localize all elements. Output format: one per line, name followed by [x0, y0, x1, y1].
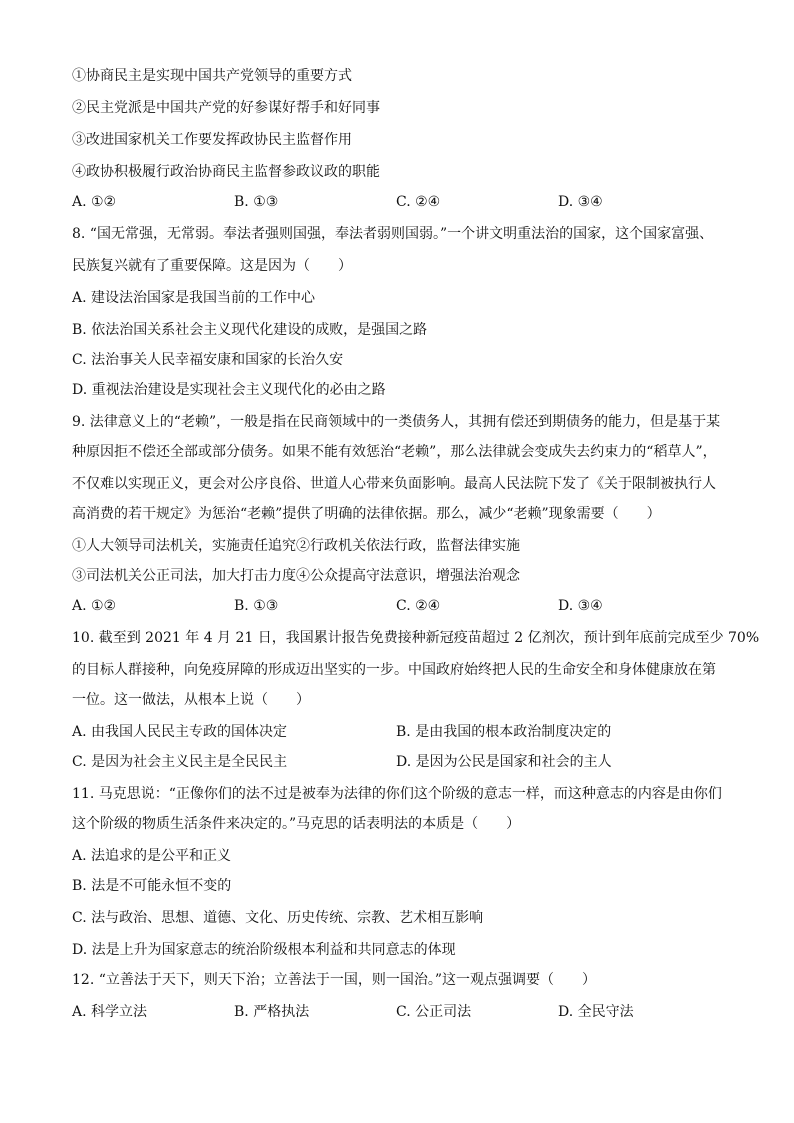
q9-statements-line-2: ③司法机关公正司法，加大打击力度④公众提高守法意识，增强法治观念	[72, 568, 520, 584]
q7-statement-2: ②民主党派是中国共产党的好参谋好帮手和好同事	[72, 100, 380, 116]
q7-option-a: A. ①②	[72, 194, 117, 210]
q8-stem-line-1: 8. “国无常强，无常弱。奉法者强则国强，奉法者弱则国弱。”一个讲文明重法治的国家，这个国家富强、	[72, 226, 714, 242]
q7-statement-4: ④政协积极履行政治协商民主监督参政议政的职能	[72, 164, 380, 180]
q9-option-a: A. ①②	[72, 598, 117, 614]
q11-option-d: D. 法是上升为国家意志的统治阶级根本利益和共同意志的体现	[72, 942, 456, 958]
q12-option-c: C. 公正司法	[396, 1004, 472, 1020]
q12-option-b: B. 严格执法	[234, 1004, 310, 1020]
q10-option-b: B. 是由我国的根本政治制度决定的	[396, 724, 612, 740]
q7-statement-3: ③改进国家机关工作要发挥政协民主监督作用	[72, 132, 352, 148]
q7-statement-1: ①协商民主是实现中国共产党领导的重要方式	[72, 68, 352, 84]
q11-option-c: C. 法与政治、思想、道德、文化、历史传统、宗教、艺术相互影响	[72, 910, 484, 926]
q8-option-d: D. 重视法治建设是实现社会主义现代化的必由之路	[72, 382, 386, 398]
q8-option-b: B. 依法治国关系社会主义现代化建设的成败，是强国之路	[72, 322, 428, 338]
q10-option-d: D. 是因为公民是国家和社会的主人	[396, 754, 612, 770]
q9-stem-line-4: 高消费的若干规定》为惩治“老赖”提供了明确的法律依据。那么，减少“老赖”现象需要（ ）	[72, 506, 661, 522]
q12-stem-line-1: 12. “立善法于天下，则天下治；立善法于一国，则一国治。”这一观点强调要（ ）	[72, 972, 597, 988]
q12-option-a: A. 科学立法	[72, 1004, 148, 1020]
q9-stem-line-3: 不仅难以实现正义，更会对公序良俗、世道人心带来负面影响。最高人民法院下发了《关于限制被执行人	[72, 476, 716, 492]
q10-option-c: C. 是因为社会主义民主是全民民主	[72, 754, 288, 770]
q8-stem-line-2: 民族复兴就有了重要保障。这是因为（ ）	[72, 258, 352, 274]
q10-stem-line-2: 的目标人群接种，向免疫屏障的形成迈出坚实的一步。中国政府始终把人民的生命安全和身体健康放在第	[72, 662, 716, 678]
q10-stem-line-1: 10. 截至到 2021 年 4 月 21 日，我国累计报告免费接种新冠疫苗超过 2 亿剂次，预计到年底前完成至少 70%	[72, 630, 760, 646]
q8-option-c: C. 法治事关人民幸福安康和国家的长治久安	[72, 352, 344, 368]
q9-stem-line-2: 种原因拒不偿还全部或部分债务。如果不能有效惩治“老赖”，那么法律就会变成失去约束力的“稻草人”，	[72, 444, 717, 460]
q10-option-a: A. 由我国人民民主专政的国体决定	[72, 724, 288, 740]
q7-option-c: C. ②④	[396, 194, 441, 210]
q11-stem-line-2: 这个阶级的物质生活条件来决定的。”马克思的话表明法的本质是（ ）	[72, 816, 521, 832]
q7-option-d: D. ③④	[558, 194, 603, 210]
q11-option-b: B. 法是不可能永恒不变的	[72, 878, 232, 894]
q9-statements-line-1: ①人大领导司法机关，实施责任追究②行政机关依法行政，监督法律实施	[72, 538, 520, 554]
q9-stem-line-1: 9. 法律意义上的“老赖”，一般是指在民商领域中的一类债务人，其拥有偿还到期债务的能力，但是基于某	[72, 414, 721, 430]
q9-option-d: D. ③④	[558, 598, 603, 614]
q7-option-b: B. ①③	[234, 194, 279, 210]
q9-option-c: C. ②④	[396, 598, 441, 614]
q12-option-d: D. 全民守法	[558, 1004, 634, 1020]
q11-option-a: A. 法追求的是公平和正义	[72, 848, 232, 864]
q9-option-b: B. ①③	[234, 598, 279, 614]
q8-option-a: A. 建设法治国家是我国当前的工作中心	[72, 290, 316, 306]
q10-stem-line-3: 一位。这一做法，从根本上说（ ）	[72, 692, 310, 708]
q11-stem-line-1: 11. 马克思说：“正像你们的法不过是被奉为法律的你们这个阶级的意志一样，而这种意志的内容是由你们	[72, 786, 722, 802]
